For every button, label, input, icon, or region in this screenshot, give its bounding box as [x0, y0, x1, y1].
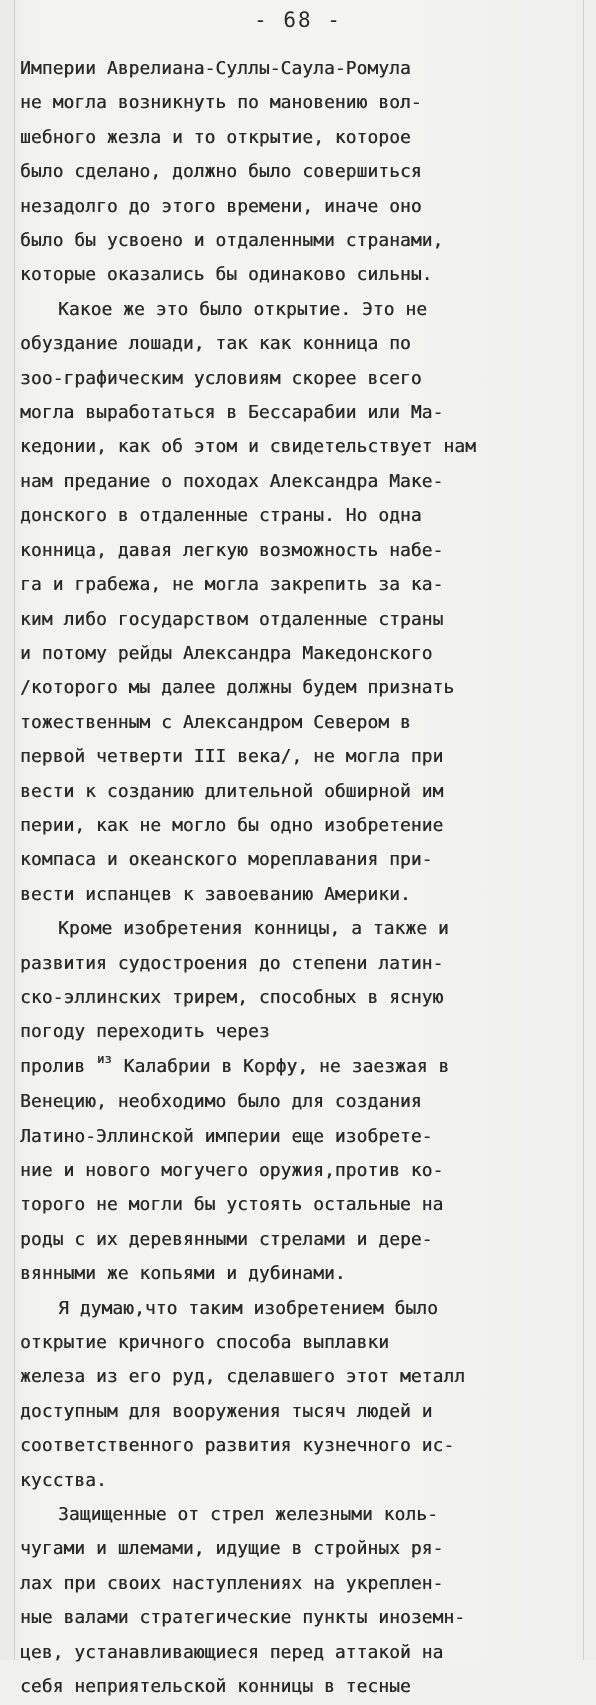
text-line: компаса и океанского мореплавания при- [20, 849, 433, 871]
text-line: развития судостроения до степени латин- [20, 952, 444, 974]
typewritten-text [20, 52, 580, 1705]
text-line: могла выработаться в Бессарабии или Ма- [20, 402, 444, 424]
line-fragment: пролив [20, 1055, 96, 1077]
text-line: ким либо государством отдаленные страны [20, 608, 444, 630]
text-line: железа из его руд, сделавшего этот металл [20, 1366, 466, 1388]
text-line: Кроме изобретения конницы, а также и [58, 918, 449, 940]
text-line: Венецию, необходимо было для создания [20, 1091, 422, 1113]
text-line: не могла возникнуть по мановению вол- [20, 92, 422, 114]
text-line: роды с их деревянными стрелами и дере- [20, 1228, 433, 1250]
text-line: ные валами стратегические пункты иноземн- [20, 1607, 466, 1629]
text-line: которые оказались бы одинаково сильны. [20, 264, 433, 286]
text-line: было бы усвоено и отдаленными странами, [20, 230, 444, 252]
text-line: донского в отдаленные страны. Но одна [20, 505, 422, 527]
text-line: погоду переходить через [20, 1021, 270, 1043]
text-line: Империи Аврелиана-Суллы-Саула-Ромула [20, 58, 411, 79]
text-line: и потому рейды Александра Македонского [20, 642, 433, 664]
line-fragment: Калабрии в Корфу, не заезжая в [112, 1055, 450, 1077]
text-line: незадолго до этого времени, иначе оно [20, 195, 422, 217]
page-number: - 68 - [254, 8, 342, 32]
text-line: цев, устанавливающиеся перед аттакой на [20, 1641, 444, 1663]
text-line: Защищенные от стрел железными коль- [58, 1504, 438, 1526]
text-line: вести к созданию длительной обширной им [20, 780, 444, 802]
text-line: вести испанцев к завоеванию Америки. [20, 883, 411, 905]
text-line: ско-эллинских трирем, способных в ясную [20, 986, 444, 1008]
text-line: первой четверти III века/, не могла при [20, 746, 444, 768]
text-line: торого не могли бы устоять остальные на [20, 1194, 444, 1216]
text-line: нам предание о походах Александра Маке- [20, 470, 444, 492]
handwritten-insertion: из [97, 1051, 112, 1066]
text-line: /которого мы далее должны будем признать [20, 677, 455, 699]
right-margin-rule [583, 0, 584, 1660]
text-line: кусства. [20, 1469, 107, 1491]
text-line: перии, как не могло бы одно изобретение [20, 814, 444, 836]
text-line: кедонии, как об этом и свидетельствует нам [20, 436, 476, 458]
text-line: вянными же копьями и дубинами. [20, 1263, 346, 1285]
text-line: Какое же это было открытие. Это не [58, 298, 428, 320]
text-line: лах при своих наступлениях на укреплен- [20, 1572, 444, 1594]
text-line: соответственного развития кузнечного ис- [20, 1435, 455, 1457]
text-line: тожественным с Александром Севером в [20, 711, 411, 733]
text-line: обуздание лошади, так как конница по [20, 333, 411, 355]
text-line: открытие кричного способа выплавки [20, 1332, 390, 1354]
text-line: себя неприятельской конницы в тесные [20, 1676, 411, 1698]
text-line: га и грабежа, не могла закрепить за ка- [20, 574, 444, 596]
text-line: конница, давая легкую возможность набе- [20, 539, 444, 561]
text-line: Я думаю,что таким изобретением было [58, 1297, 438, 1319]
text-line: чугами и шлемами, идущие в стройных ря- [20, 1538, 444, 1560]
text-line: ние и нового могучего оружия,против ко- [20, 1160, 444, 1181]
left-margin-rule [14, 0, 15, 1660]
text-line-with-insertion [20, 1050, 580, 1085]
text-line: Латино-Эллинской империи еще изобрете- [20, 1125, 433, 1147]
text-line: зоо-графическим условиям скорее всего [20, 367, 422, 389]
text-line: доступным для вооружения тысяч людей и [20, 1400, 433, 1422]
text-line: было сделано, должно было совершиться [20, 161, 422, 183]
text-line: шебного жезла и то открытие, которое [20, 126, 411, 148]
